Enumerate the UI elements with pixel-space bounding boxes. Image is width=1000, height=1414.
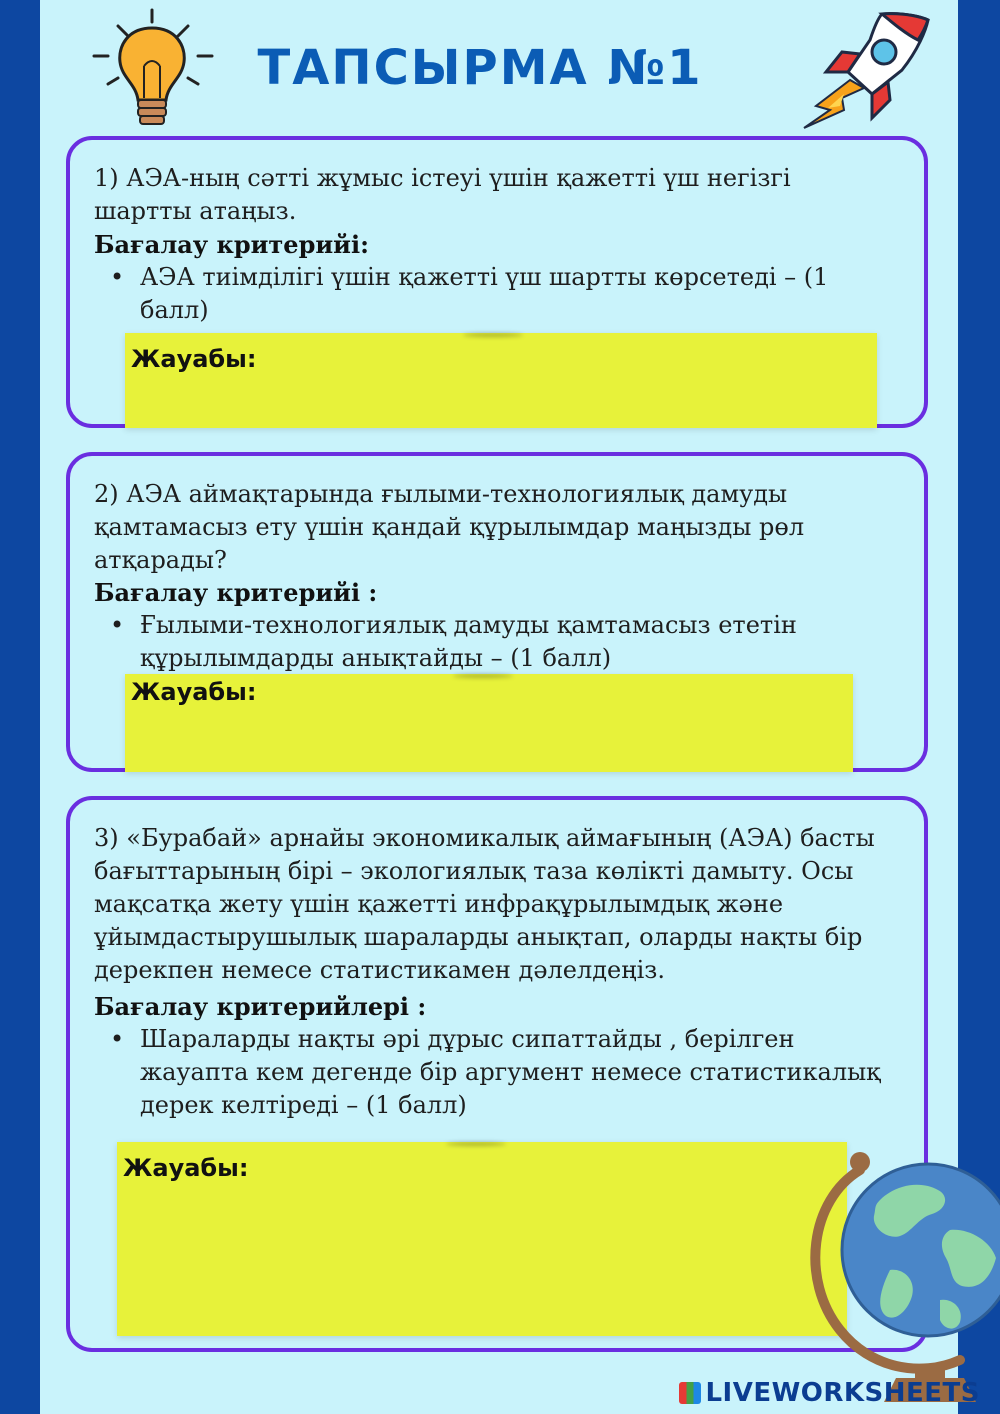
criteria-label: Бағалау критерийі : (94, 578, 378, 607)
criteria-item: АЭА тиімділігі үшін қажетті үш шартты көрсетеді – (1 балл) (140, 263, 829, 324)
criteria-label: Бағалау критерийі: (94, 230, 369, 259)
answer-box[interactable] (125, 674, 853, 772)
globe-icon (800, 1140, 1000, 1410)
criteria-item: Шараларды нақты әрі дұрыс сипаттайды , берілген жауапта кем дегенде бір аргумент немесе статистикалық дерек келтіреді – (1 балл) (140, 1025, 881, 1119)
answer-label: Жауабы: (131, 345, 257, 373)
task-question: 1) АЭА-ның сәтті жұмыс істеуі үшін қажетті үш негізгі шартты атаңыз. (94, 164, 791, 225)
liveworksheets-mark-icon (679, 1382, 701, 1404)
criteria-item: Ғылыми-технологиялық дамуды қамтамасыз ететін құрылымдарды анықтайды – (1 балл) (140, 611, 797, 672)
answer-box[interactable] (117, 1142, 847, 1336)
bullet-icon: • (110, 1025, 125, 1053)
page-title: ТАПСЫРМА №1 (257, 40, 703, 96)
answer-box[interactable] (125, 333, 877, 428)
criteria-list (110, 261, 904, 327)
criteria-list (110, 1023, 904, 1122)
task-card-3 (66, 796, 928, 1352)
criteria-list (110, 609, 904, 675)
left-border-bar (0, 0, 40, 1414)
task-question: 3) «Бурабай» арнайы экономикалық аймағының (АЭА) басты бағыттарының бірі – экологиялық таза көлікті дамыту. Осы мақсатқа жету үшін қажетті инфрақұрылымдық және ұйымдастырушылық шараларды анықтап, оларды нақты бір дерекпен немесе статистикамен дәлелдеңіз. (94, 824, 875, 984)
answer-label: Жауабы: (123, 1154, 249, 1182)
answer-label: Жауабы: (131, 678, 257, 706)
task-card-1 (66, 136, 928, 428)
criteria-label: Бағалау критерийлері : (94, 992, 427, 1021)
task-card-2 (66, 452, 928, 772)
bullet-icon: • (110, 611, 125, 639)
bullet-icon: • (110, 263, 125, 291)
task-question: 2) АЭА аймақтарында ғылыми-технологиялық дамуды қамтамасыз ету үшін қандай құрылымдар маңызды рөл атқарады? (94, 480, 805, 574)
liveworksheets-logo (679, 1378, 980, 1408)
logo-text: LIVEWORKSHEETS (705, 1378, 980, 1408)
